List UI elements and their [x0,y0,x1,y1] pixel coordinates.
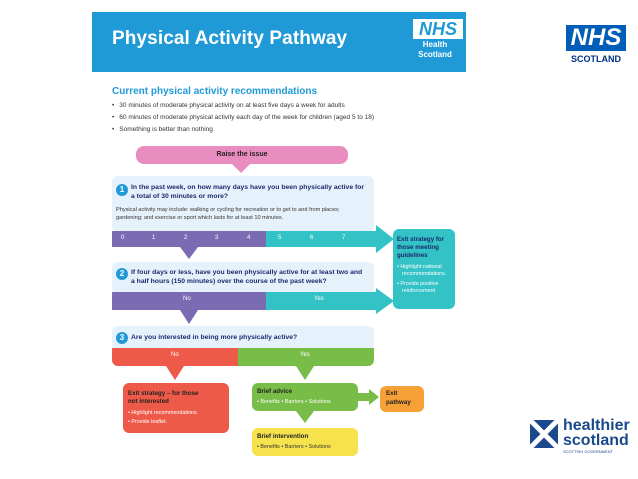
day-5: 5 [278,235,282,241]
question-1-note-2: gardening; and exercise or sport which lasts for at least 10 minutes. [116,215,284,221]
exit-meeting-title-1: Exit strategy for [397,236,445,243]
q3-yes-label: Yes [300,352,310,358]
brief-intervention-title: Brief intervention [257,433,309,440]
q2-yes-label: Yes [314,296,324,302]
recommendation-item: • 30 minutes of moderate physical activity on at least five days a week for adults [112,102,345,109]
q2-no-label: No [183,296,191,302]
days-band-low [112,231,266,247]
exit-meeting-bullet-2b: reinforcement. [402,288,437,294]
nhs-scotland-logo: NHS [566,25,626,51]
nhs-scotland-label: SCOTLAND [571,54,621,64]
day-3: 3 [215,235,219,241]
nhs-logo-mark: NHS [413,19,463,39]
exit-pathway-line-2: pathway [386,399,411,406]
arrow-down-icon [296,366,314,380]
exit-meeting-title-3: guidelines [397,252,428,259]
exit-meeting-title-2: those meeting [397,244,439,251]
saltire-icon [530,420,558,448]
arrow-right-icon [376,288,394,314]
exit-not-interested-title-1: Exit strategy – for those [128,390,199,397]
nhs-sub-line-1: Health [422,40,448,49]
page-title: Physical Activity Pathway [112,28,348,49]
question-2-number: 2 [116,268,128,280]
scotland-text: scotland [563,432,629,449]
question-1-note-1: Physical activity may include: walking or cycling for recreation or to get to and from places; [116,207,340,213]
arrow-right-icon [357,389,379,405]
scottish-government-text: SCOTTISH GOVERNMENT [563,449,614,454]
day-0: 0 [121,235,125,241]
recommendation-item: • 60 minutes of moderate physical activity each day of the week for children (aged 5 to 18) [112,114,374,121]
brief-advice-items: • Benefits • Barriers • Solutions [257,399,331,405]
day-1: 1 [152,235,156,241]
question-1-line-2: a total of 30 minutes or more? [131,193,229,200]
question-1-line-1: In the past week, on how many days have you been physically active for [131,184,365,191]
day-6: 6 [310,235,314,241]
exit-meeting-bullet-1b: recommendations. [402,271,447,277]
question-3-line-1: Are you interested in being more physically active? [131,334,298,341]
recommendations-title: Current physical activity recommendations [112,86,318,97]
arrow-down-icon [296,411,314,423]
arrow-down-icon [180,247,198,259]
exit-meeting-bullet-1: • Highlight national [397,264,442,270]
arrow-down-icon [232,164,250,173]
nhs-sub-line-2: Scotland [418,50,452,59]
nhs-health-scotland-label [408,40,462,60]
exit-not-interested-title-2: not interested [128,398,169,405]
healthier-text: healthier [563,417,630,434]
exit-not-interested-bullet-2: • Provide leaflet. [128,419,168,425]
brief-advice-title: Brief advice [257,388,293,395]
exit-meeting-bullet-2: • Provide positive [397,281,439,287]
brief-intervention-items: • Benefits • Barriers • Solutions [257,444,331,450]
arrow-right-icon [376,225,394,253]
question-3-number: 3 [116,332,128,344]
arrow-down-icon [166,366,184,380]
arrow-down-icon [180,310,198,324]
days-band-high [266,231,378,247]
question-2-line-1: If four days or less, have you been physically active for at least two and [131,269,363,276]
raise-issue-box: Raise the issue [136,146,348,164]
day-7: 7 [342,235,346,241]
recommendation-item: • Something is better than nothing [112,126,213,133]
day-2: 2 [184,235,188,241]
question-1-number: 1 [116,184,128,196]
question-2-line-2: a half hours (150 minutes) over the course of the past week? [131,278,327,285]
exit-pathway-line-1: Exit [386,390,398,397]
exit-not-interested-bullet-1: • Highlight recommendations. [128,410,199,416]
q3-no-label: No [171,352,179,358]
day-4: 4 [247,235,251,241]
